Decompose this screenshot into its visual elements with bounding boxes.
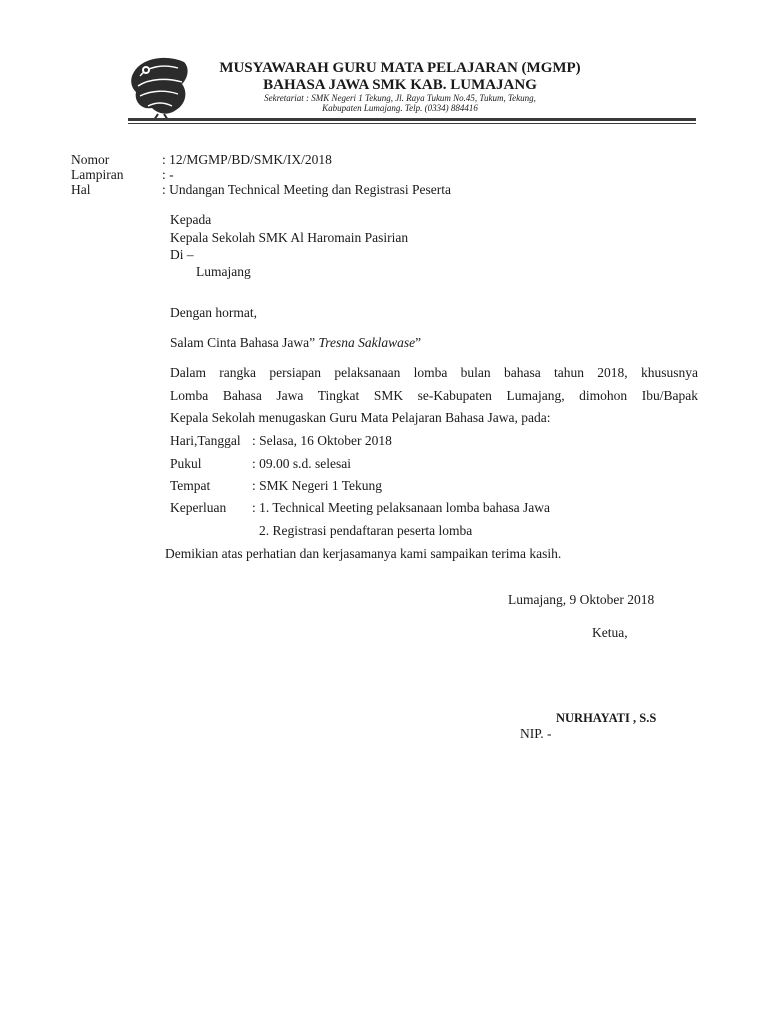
paragraph-line2: Lomba Bahasa Jawa Tingkat SMK se-Kabupaten Lumajang, dimohon Ibu/Bapak <box>170 388 698 403</box>
keperluan-value-2: 2. Registrasi pendaftaran peserta lomba <box>259 523 473 538</box>
keperluan-value-1: : 1. Technical Meeting pelaksanaan lomba bahasa Jawa <box>252 500 550 515</box>
letterhead-rule-thick <box>128 118 696 121</box>
hal-label: Hal <box>71 182 91 197</box>
pukul-label: Pukul <box>170 456 202 471</box>
salam-suffix: ” <box>415 335 422 350</box>
paragraph-line3: Kepala Sekolah menugaskan Guru Mata Pelajaran Bahasa Jawa, pada: <box>170 410 551 425</box>
salam-italic: Tresna Saklawase <box>318 335 416 350</box>
keperluan-label: Keperluan <box>170 500 227 515</box>
salam-prefix: Salam Cinta Bahasa Jawa” <box>170 335 319 350</box>
salam-line <box>170 335 421 351</box>
signer-nip: NIP. - <box>520 726 552 741</box>
closing-sentence: Demikian atas perhatian dan kerjasamanya kami sampaikan terima kasih. <box>165 546 562 561</box>
place-date: Lumajang, 9 Oktober 2018 <box>508 592 655 607</box>
lampiran-label: Lampiran <box>71 167 124 182</box>
address-line1: Sekretariat : SMK Negeri 1 Tekung, Jl. Raya Tukum No.45, Tukum, Tekung, <box>264 93 536 103</box>
recipient-kepada: Kepada <box>170 212 212 227</box>
recipient-name: Kepala Sekolah SMK Al Haromain Pasirian <box>170 230 409 245</box>
greeting: Dengan hormat, <box>170 305 257 320</box>
hari-label: Hari,Tanggal <box>170 433 241 448</box>
org-name-line1: MUSYAWARAH GURU MATA PELAJARAN (MGMP) <box>219 60 581 76</box>
tempat-value: : SMK Negeri 1 Tekung <box>252 478 383 493</box>
hari-value: : Selasa, 16 Oktober 2018 <box>252 433 392 448</box>
recipient-city: Lumajang <box>196 264 251 279</box>
address-line2: Kabupaten Lumajang. Telp. (0334) 884416 <box>322 103 478 113</box>
signer-role: Ketua, <box>592 625 628 640</box>
paragraph-line1: Dalam rangka persiapan pelaksanaan lomba bulan bahasa tahun 2018, khususnya <box>170 365 698 380</box>
letterhead-rule-thin <box>128 123 696 124</box>
nomor-label: Nomor <box>71 152 110 167</box>
tempat-label: Tempat <box>170 478 211 493</box>
pukul-value: : 09.00 s.d. selesai <box>252 456 351 471</box>
hal-value: : Undangan Technical Meeting dan Registrasi Peserta <box>162 182 451 197</box>
org-name-line2: BAHASA JAWA SMK KAB. LUMAJANG <box>263 77 537 93</box>
nomor-value: : 12/MGMP/BD/SMK/IX/2018 <box>162 152 332 167</box>
lampiran-value: : - <box>162 167 174 182</box>
signer-name: NURHAYATI , S.S <box>556 711 657 725</box>
recipient-di: Di – <box>170 247 194 262</box>
